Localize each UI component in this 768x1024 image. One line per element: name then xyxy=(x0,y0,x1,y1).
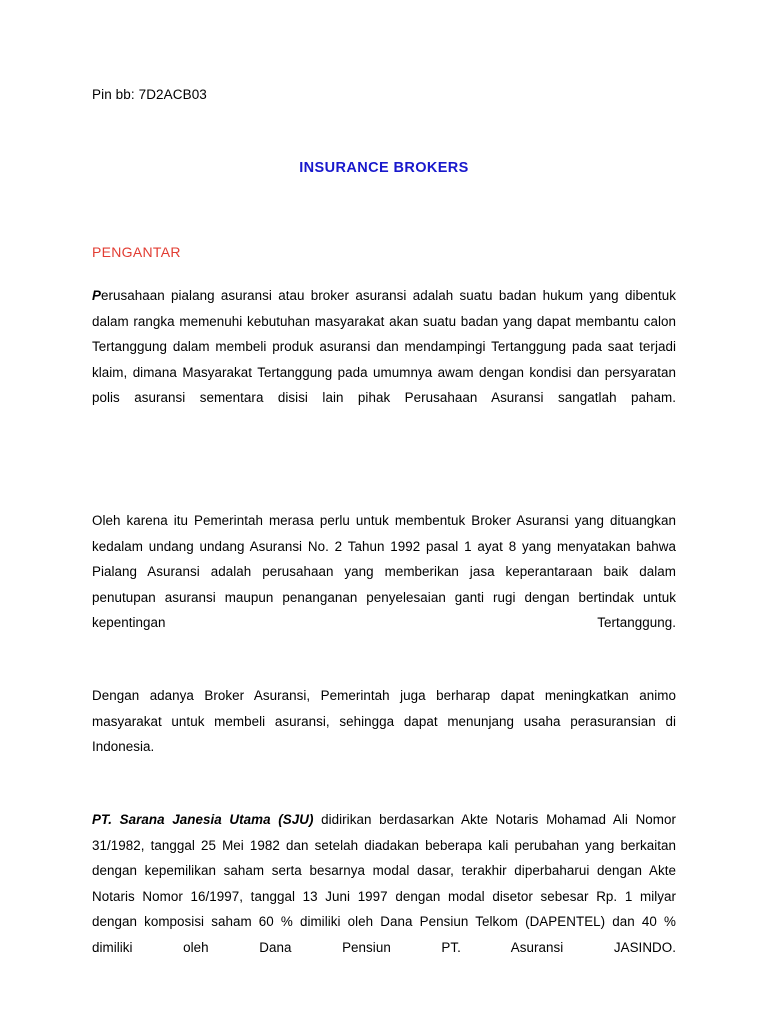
paragraph-pengantar-3: Dengan adanya Broker Asuransi, Pemerintah juga berharap dapat meningkatkan animo masyarakat untuk membeli asuransi, sehingga dapat menunjang usaha perasuransian di Indonesia. xyxy=(92,688,676,754)
paragraph-text: erusahaan pialang asuransi atau broker asuransi adalah suatu badan hukum yang dibentuk dalam rangka memenuhi kebutuhan masyarakat akan suatu badan yang dapat membantu calon Tertanggung dalam membeli produk asuransi dan mendampingi Tertanggung pada saat terjadi klaim, dimana Masyarakat Tertanggung pada umumnya awam dengan kondisi dan persyaratan polis asuransi sementara disisi lain pihak Perusahaan Asuransi sangatlah paham. xyxy=(92,288,676,405)
paragraph-pengantar-1 xyxy=(92,260,676,436)
pin-line: Pin bb: 7D2ACB03 xyxy=(92,87,207,102)
paragraph-text: didirikan berdasarkan Akte Notaris Mohamad Ali Nomor 31/1982, tanggal 25 Mei 1982 dan setelah diadakan beberapa kali perubahan yang berkaitan dengan kepemilikan saham serta besarnya modal dasar, terakhir diperbaharui dengan Akte Notaris Nomor 16/1997, tanggal 13 Juni 1997 dengan modal disetor sebesar Rp. 1 milyar dengan komposisi saham 60 % dimiliki oleh Dana Pensiun Telkom (DAPENTEL) dan 40 % dimiliki oleh Dana Pensiun PT. Asuransi JASINDO. xyxy=(92,812,676,955)
section-heading-pengantar: PENGANTAR xyxy=(92,244,181,260)
paragraph-pengantar-2: Oleh karena itu Pemerintah merasa perlu untuk membentuk Broker Asuransi yang dituangkan kedalam undang undang Asuransi No. 2 Tahun 1992 pasal 1 ayat 8 yang menyatakan bahwa Pialang Asuransi adalah perusahaan yang memberikan jasa keperantaraan baik dalam penutupan asuransi maupun penanganan penyelesaian ganti rugi dengan bertindak untuk kepentingan Tertanggung. xyxy=(92,513,676,630)
page-title: INSURANCE BROKERS xyxy=(299,160,469,176)
document-content-column xyxy=(92,0,676,986)
company-name-emphasis: PT. Sarana Janesia Utama (SJU) xyxy=(92,812,314,827)
paragraph-pengantar-4 xyxy=(92,785,676,986)
paragraph-lead-cap: P xyxy=(92,288,101,303)
